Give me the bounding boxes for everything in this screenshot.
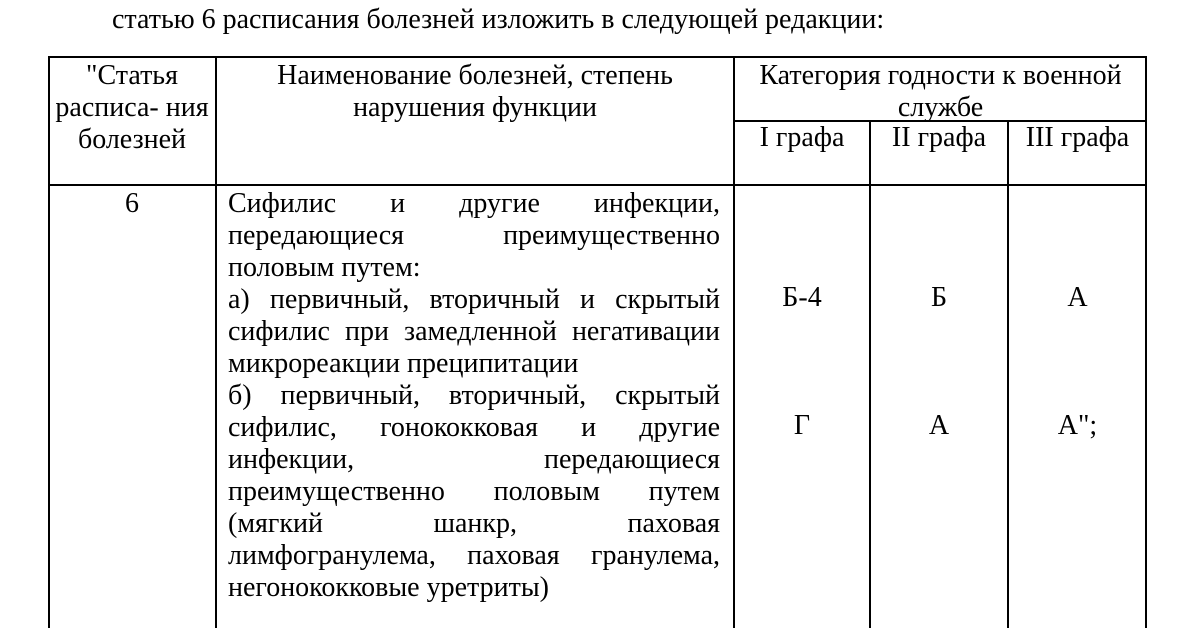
header-grafa-3: III графа [1025,122,1130,153]
description-intro: Сифилис и другие инфекции, передающиеся преимущественно половым путем: [228,188,720,283]
value-a-grafa-2: Б [930,282,948,313]
value-b-grafa-1: Г [793,410,811,441]
article-number-cell: 6 [125,188,139,219]
header-grafa-1: I графа [759,122,845,153]
disease-description-cell [228,188,720,604]
table-border-top [48,56,1147,58]
header-grafa-2: II графа [891,122,987,153]
disease-schedule-table [48,56,1147,628]
header-disease-name: Наименование болезней, степень нарушения функции [277,60,673,123]
header-fitness-category: Категория годности к военной службе [759,60,1122,123]
header-article-number: "Статья расписа- ния болезней [55,60,209,155]
value-b-grafa-3: А"; [1057,410,1098,441]
value-b-grafa-2: А [928,410,950,441]
value-a-grafa-1: Б-4 [782,282,822,313]
value-a-grafa-3: А [1067,282,1088,313]
col-divider-3 [869,120,871,628]
description-item-b: б) первичный, вторичный, скрытый сифилис, гонококковая и другие инфекции, передающиеся преимущественно половым путем (мягкий шанкр, паховая лимфогранулема, паховая гранулема, негонококковые уретриты) [228,380,720,603]
description-item-a: а) первичный, вторичный и скрытый сифилис при замедленной негативации микрореакции преципитации [228,284,720,379]
header-bottom-border [48,184,1147,186]
col-divider-4 [1007,120,1009,628]
intro-text: статью 6 расписания болезней изложить в следующей редакции: [112,4,885,35]
